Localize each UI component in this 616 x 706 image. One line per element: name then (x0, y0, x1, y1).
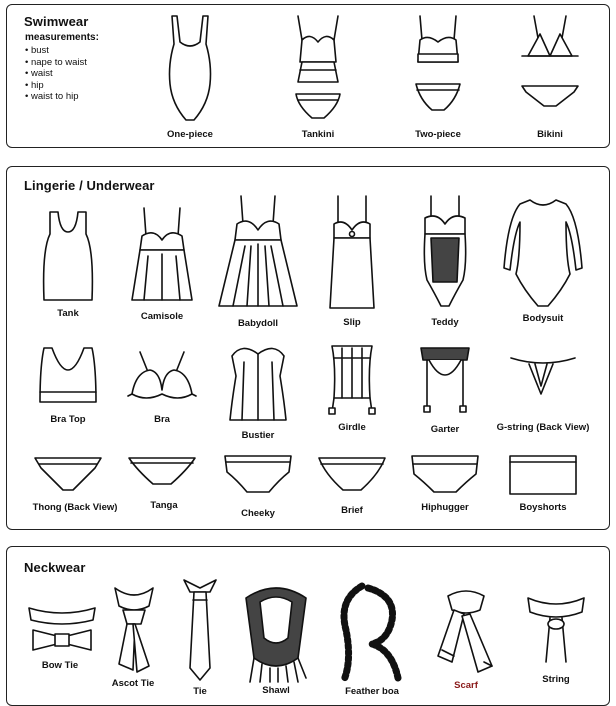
string-illustration (511, 590, 601, 670)
bow-tie-label: Bow Tie (41, 660, 79, 671)
babydoll-label: Babydoll (237, 318, 279, 329)
lingerie-title: Lingerie / Underwear (24, 178, 155, 193)
tie-label: Tie (193, 686, 207, 697)
two-piece-illustration (393, 14, 483, 126)
bra-top-label: Bra Top (50, 414, 86, 425)
girdle-illustration (307, 344, 397, 416)
two-piece-label: Two-piece (415, 129, 461, 140)
bodysuit-label: Bodysuit (522, 313, 564, 324)
tank-illustration (23, 210, 113, 302)
tankini-label: Tankini (301, 129, 335, 140)
measurement-item: • waist to hip (25, 91, 87, 103)
brief-label: Brief (341, 505, 363, 516)
thong-label: Thong (Back View) (32, 502, 118, 513)
measurements-title: measurements: (25, 32, 99, 43)
bustier-label: Bustier (241, 430, 275, 441)
slip-label: Slip (343, 317, 361, 328)
hiphugger-illustration (400, 452, 490, 496)
camisole-label: Camisole (140, 311, 184, 322)
babydoll-illustration (213, 194, 303, 312)
ascot-tie-label: Ascot Tie (111, 678, 155, 689)
garter-label: Garter (430, 424, 460, 435)
one-piece-illustration (145, 14, 235, 124)
slip-illustration (307, 194, 397, 312)
tanga-label: Tanga (150, 500, 178, 511)
bra-label: Bra (154, 414, 170, 425)
teddy-illustration (400, 194, 490, 312)
garter-illustration (400, 346, 490, 416)
feather-boa-illustration (327, 580, 417, 684)
girdle-label: Girdle (338, 422, 366, 433)
bra-illustration (117, 350, 207, 406)
bodysuit-illustration (498, 198, 588, 310)
teddy-label: Teddy (431, 317, 459, 328)
brief-illustration (307, 454, 397, 494)
measurement-item: • hip (25, 80, 87, 92)
g-string-label: G-string (Back View) (496, 422, 590, 433)
scarf-label: Scarf (454, 680, 478, 691)
bra-top-illustration (23, 346, 113, 408)
cheeky-label: Cheeky (241, 508, 275, 519)
feather-boa-label: Feather boa (345, 686, 399, 697)
boyshorts-illustration (498, 452, 588, 498)
boyshorts-label: Boyshorts (519, 502, 567, 513)
tank-label: Tank (57, 308, 79, 319)
bustier-illustration (213, 340, 303, 424)
thong-illustration (23, 454, 113, 494)
swimwear-title: Swimwear (24, 14, 89, 29)
bikini-illustration (505, 14, 595, 126)
g-string-illustration (498, 354, 588, 400)
tanga-illustration (117, 454, 207, 490)
measurement-item: • nape to waist (25, 57, 87, 69)
camisole-illustration (117, 206, 207, 306)
string-label: String (542, 674, 570, 685)
cheeky-illustration (213, 452, 303, 498)
hiphugger-label: Hiphugger (421, 502, 469, 513)
neckwear-title: Neckwear (24, 560, 86, 575)
shawl-label: Shawl (262, 685, 290, 696)
scarf-illustration (421, 586, 511, 680)
measurement-item: • waist (25, 68, 87, 80)
measurements-list (25, 45, 87, 103)
measurement-item: • bust (25, 45, 87, 57)
shawl-illustration (231, 578, 321, 684)
tankini-illustration (273, 14, 363, 126)
bikini-label: Bikini (537, 129, 563, 140)
one-piece-label: One-piece (167, 129, 213, 140)
